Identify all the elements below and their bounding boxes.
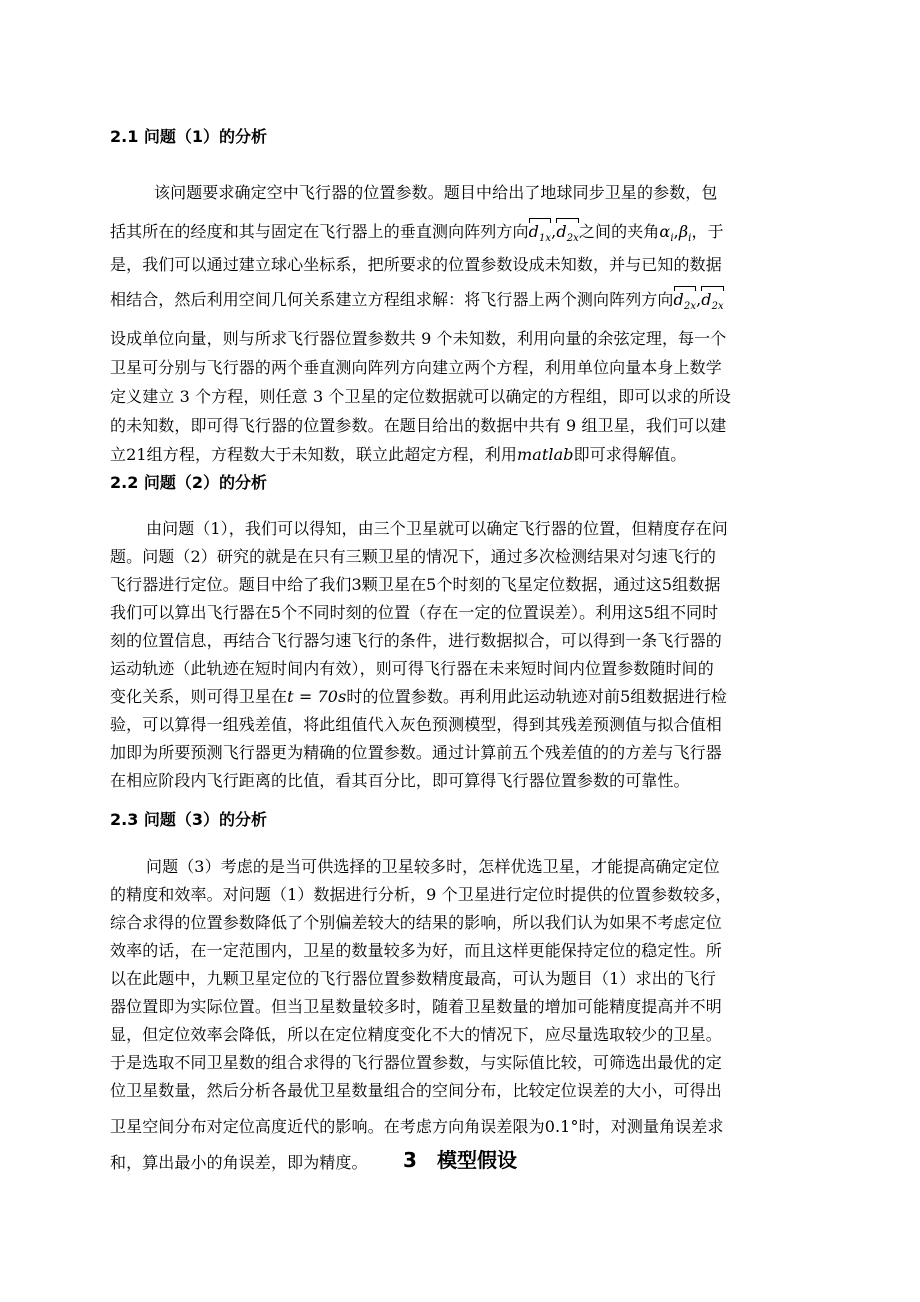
section-heading-2-1: 2.1 问题（1）的分析 xyxy=(110,127,268,146)
para-line: 运动轨迹（此轨迹在短时间内有效），则可得飞行器在未来短时间内位置参数随时间的 xyxy=(110,659,714,678)
section-heading-2-2: 2.2 问题（2）的分析 xyxy=(110,473,268,492)
para-line-with-math xyxy=(110,286,810,320)
paragraph-2-2 xyxy=(110,516,810,796)
para-line: 卫星可分别与飞行器的两个垂直测向阵列方向建立两个方程，利用单位向量本身上数学 xyxy=(110,358,722,377)
text-run: 即可求得解值。 xyxy=(573,445,687,464)
para-line: 题。问题（2）研究的就是在只有三颗卫星的情况下，通过多次检测结果对匀速飞行的 xyxy=(110,547,716,566)
comma: , xyxy=(673,222,679,241)
text-run: 括其所在的经度和其与固定在飞行器上的垂直测向阵列方向 xyxy=(110,222,529,241)
para-line: 飞行器进行定位。题目中给了我们3颗卫星在5个时刻的飞星定位数据，通过这5组数据 xyxy=(110,575,721,594)
para-line: 于是选取不同卫星数的组合求得的飞行器位置参数，与实际值比较，可筛选出最优的定 xyxy=(110,1053,722,1072)
para-line-with-math xyxy=(110,442,810,471)
para-line: 和，算出最小的角误差，即为精度。 xyxy=(110,1153,368,1172)
para-line: 加即为所要预测飞行器更为精确的位置参数。通过计算前五个残差值的的方差与飞行器 xyxy=(110,743,722,762)
text-run: 之间的夹角 xyxy=(578,222,660,241)
para-line-with-math xyxy=(110,684,810,712)
para-line: 位卫星数量，然后分析各最优卫星数量组合的空间分布，比较定位误差的大小，可得出 xyxy=(110,1081,722,1100)
para-line: 由问题（1），我们可以得知，由三个卫星就可以确定飞行器的位置，但精度存在问 xyxy=(146,519,728,538)
para-line: 的未知数，即可得飞行器的位置参数。在题目给出的数据中共有 9 组卫星，我们可以建 xyxy=(110,416,727,435)
vector-d2x: $d_{2x}$ xyxy=(556,218,579,244)
vector-d2x-a: $d_{2x}$ xyxy=(674,286,697,312)
text-run: 相结合，然后利用空间几何关系建立方程组求解：将飞行器上两个测向阵列方向 xyxy=(110,290,674,309)
paragraph-2-1 xyxy=(110,180,810,464)
para-line: 设成单位向量，则与所求飞行器位置参数共 9 个未知数，利用向量的余弦定理，每一个 xyxy=(110,329,727,348)
para-line: 效率的话，在一定范围内，卫星的数量较多为好，而且这样更能保持定位的稳定性。所 xyxy=(110,941,722,960)
text-run: 卫星空间分布对定位高度近代的影响。在考虑方向角误差限为 xyxy=(110,1117,545,1136)
para-line-with-math xyxy=(110,218,810,252)
text-run: 时的位置参数。再利用此运动轨迹对前5组数据进行检 xyxy=(346,687,727,706)
para-line: 综合求得的位置参数降低了个别偏差较大的结果的影响，所以我们认为如果不考虑定位 xyxy=(110,913,722,932)
section-heading-2-3: 2.3 问题（3）的分析 xyxy=(110,810,268,829)
text-run: 变化关系，则可得卫星在 xyxy=(110,687,288,706)
matlab-word: matlab xyxy=(516,445,574,464)
para-line: 器位置即为实际位置。但当卫星数量较多时，随着卫星数量的增加可能精度提高并不明 xyxy=(110,997,722,1016)
comma: , xyxy=(551,222,557,241)
comma: , xyxy=(696,290,702,309)
paragraph-2-3 xyxy=(110,854,810,1186)
para-line: 以在此题中，九颗卫星定位的飞行器位置参数精度最高，可认为题目（1）求出的飞行 xyxy=(110,969,716,988)
text-run: 立21组方程，方程数大于未知数，联立此超定方程，利用 xyxy=(110,445,517,464)
vector-d1x: $d_{1x}$ xyxy=(529,218,552,244)
para-line: 的精度和效率。对问题（1）数据进行分析，9 个卫星进行定位时提供的位置参数较多， xyxy=(110,885,732,904)
para-line: 该问题要求确定空中飞行器的位置参数。题目中给出了地球同步卫星的参数，包 xyxy=(154,183,718,202)
alpha-i: $\alpha_i$ xyxy=(659,222,674,245)
para-line: 刻的位置信息，再结合飞行器匀速飞行的条件，进行数据拟合，可以得到一条飞行器的 xyxy=(110,631,722,650)
para-line: 我们可以算出飞行器在5个不同时刻的位置（存在一定的位置误差）。利用这5组不同时 xyxy=(110,603,719,622)
beta-i: $\beta_i$ xyxy=(678,222,692,245)
time-expression: t = 70s xyxy=(287,687,347,706)
angle-value: 0.1° xyxy=(544,1117,579,1136)
para-line: 在相应阶段内飞行距离的比值，看其百分比，即可算得飞行器位置参数的可靠性。 xyxy=(110,771,690,790)
section-3-title: 3 模型假设 xyxy=(403,1148,517,1172)
text-run: 时，对测量角误差求 xyxy=(578,1117,724,1136)
text-run: ，于 xyxy=(691,222,724,241)
para-line: 定义建立 3 个方程，则任意 3 个卫星的定位数据就可以确定的方程组，即可以求的所设 xyxy=(110,387,731,406)
para-line: 是，我们可以通过建立球心坐标系，把所要求的位置参数设成未知数，并与已知的数据 xyxy=(110,255,722,274)
para-line: 问题（3）考虑的是当可供选择的卫星较多时，怎样优选卫星，才能提高确定定位 xyxy=(146,857,720,876)
para-line: 验，可以算得一组残差值，将此组值代入灰色预测模型，得到其残差预测值与拟合值相 xyxy=(110,715,722,734)
vector-d2x-b: $d_{2x}$ xyxy=(701,286,724,312)
para-line: 显，但定位效率会降低，所以在定位精度变化不大的情况下，应尽量选取较少的卫星。 xyxy=(110,1025,722,1044)
